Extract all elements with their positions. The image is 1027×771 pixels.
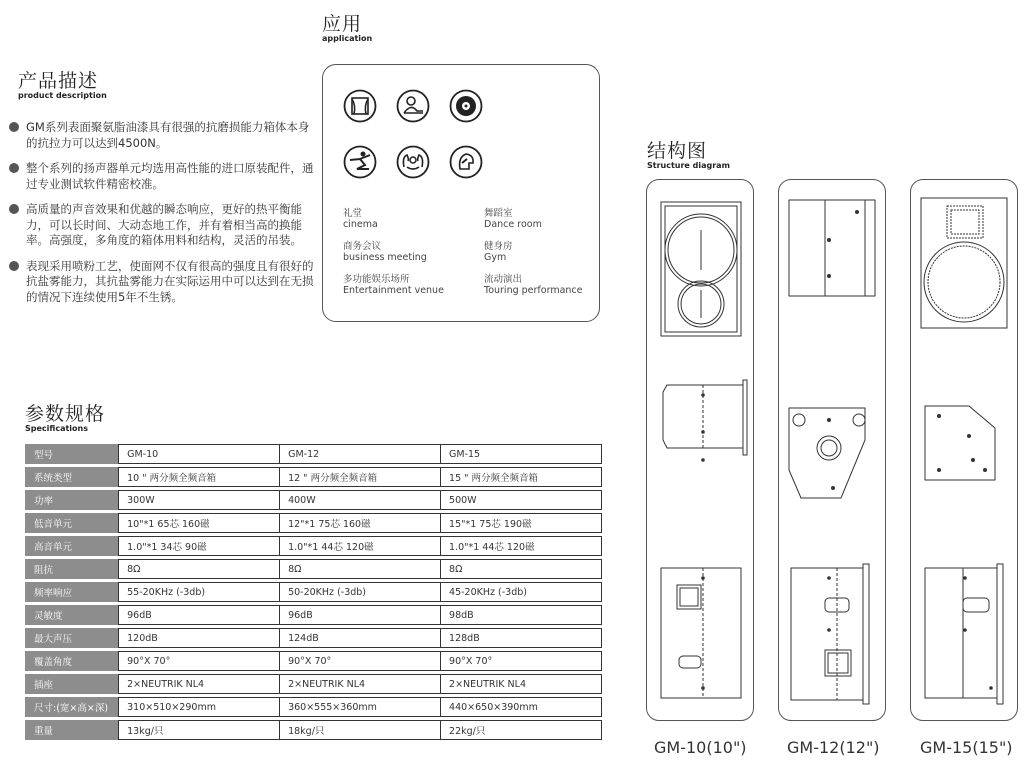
spec-value: 2×NEUTRIK NL4: [118, 674, 280, 694]
spec-row: [25, 605, 602, 625]
spec-value: 98dB: [441, 605, 602, 625]
venue-business-meeting: 商务会议 business meeting: [343, 241, 427, 263]
spec-value: 90°X 70°: [441, 651, 602, 671]
structure-title-en: Structure diagram: [647, 161, 730, 170]
spec-value: 500W: [441, 490, 602, 510]
spec-label: 最大声压: [25, 628, 118, 648]
spec-value: 96dB: [280, 605, 441, 625]
spec-value: 8Ω: [441, 559, 602, 579]
model-label-gm10: GM-10(10"): [654, 738, 747, 757]
description-item: 整个系列的扬声器单元均选用高性能的进口原装配件，通过专业测试软件精密校准。: [8, 161, 318, 192]
spec-label: 低音单元: [25, 513, 118, 533]
spec-value: 120dB: [118, 628, 280, 648]
bullet-icon: [9, 204, 19, 214]
description-title-en: product description: [18, 91, 107, 100]
spec-value: 12 " 两分频全频音箱: [280, 467, 441, 487]
spec-value: 8Ω: [118, 559, 280, 579]
structure-panel-gm12: [778, 179, 886, 721]
venue-touring: 流动演出 Touring performance: [484, 274, 583, 296]
spec-row: [25, 490, 602, 510]
spec-value: 360×555×360mm: [280, 697, 441, 717]
spec-value: GM-15: [441, 444, 602, 464]
bullet-icon: [9, 163, 19, 173]
spec-value: 128dB: [441, 628, 602, 648]
description-item: 表现采用喷粉工艺，使面网不仅有很高的强度且有很好的抗盐雾能力，其抗盐雾能力在实际运用中可以达到在无损的情况下连续使用5年不生锈。: [8, 259, 318, 306]
spec-label: 系统类型: [25, 467, 118, 487]
bullet-icon: [9, 122, 19, 132]
application-box: [322, 64, 600, 322]
spec-value: 300W: [118, 490, 280, 510]
structure-panel-gm10: [646, 179, 754, 721]
venue-cinema: 礼堂 cinema: [343, 208, 378, 230]
bullet-icon: [9, 261, 19, 271]
dancer-icon: [343, 145, 377, 179]
spec-label: 型号: [25, 444, 118, 464]
specs-title-en: Specifications: [25, 424, 88, 433]
spec-value: 440×650×390mm: [441, 697, 602, 717]
spec-label: 重量: [25, 720, 118, 740]
spec-row: [25, 559, 602, 579]
spec-value: 2×NEUTRIK NL4: [441, 674, 602, 694]
spec-value: 8Ω: [280, 559, 441, 579]
spec-label: 覆盖角度: [25, 651, 118, 671]
spec-value: 96dB: [118, 605, 280, 625]
specs-table: [25, 441, 602, 743]
spec-value: 2×NEUTRIK NL4: [280, 674, 441, 694]
spec-value: 13kg/只: [118, 720, 280, 740]
spec-value: 45-20KHz (-3db): [441, 582, 602, 602]
structure-title-zh: 结构图: [647, 140, 708, 162]
reception-icon: [396, 89, 430, 123]
muscle-icon: [396, 145, 430, 179]
structure-heading: [647, 141, 730, 171]
spec-label: 功率: [25, 490, 118, 510]
spec-label: 阻抗: [25, 559, 118, 579]
venue-dance-room: 舞蹈室 Dance room: [484, 208, 542, 230]
spec-row: [25, 628, 602, 648]
spec-value: 310×510×290mm: [118, 697, 280, 717]
description-item: GM系列表面聚氨脂油漆具有很强的抗磨损能力箱体本身的抗拉力可以达到4500N。: [8, 120, 318, 151]
spec-row: [25, 651, 602, 671]
application-title-en: application: [322, 34, 373, 43]
spec-value: 10 " 两分频全频音箱: [118, 467, 280, 487]
spec-value: 124dB: [280, 628, 441, 648]
spec-label: 灵敏度: [25, 605, 118, 625]
spec-value: 55-20KHz (-3db): [118, 582, 280, 602]
spec-value: 1.0"*1 44芯 120磁: [441, 536, 602, 556]
theater-curtain-icon: [343, 89, 377, 123]
spec-value: 1.0"*1 34芯 90磁: [118, 536, 280, 556]
spec-row: [25, 674, 602, 694]
spec-label: 高音单元: [25, 536, 118, 556]
spec-row: [25, 720, 602, 740]
spec-row: [25, 582, 602, 602]
application-title-zh: 应用: [322, 13, 363, 35]
spec-value: 22kg/只: [441, 720, 602, 740]
spec-value: GM-12: [280, 444, 441, 464]
description-item: 高质量的声音效果和优越的瞬态响应，更好的热平衡能力，可以长时间、大动态地工作，并有着相当高的换能率。高强度，多角度的箱体用料和结构，灵活的吊装。: [8, 202, 318, 249]
spec-row: [25, 697, 602, 717]
gm15-diagram: [911, 180, 1016, 720]
description-heading: [18, 71, 107, 101]
spec-value: 50-20KHz (-3db): [280, 582, 441, 602]
model-label-gm15: GM-15(15"): [920, 738, 1013, 757]
gm10-diagram: [647, 180, 752, 720]
spec-value: 15"*1 75芯 190磁: [441, 513, 602, 533]
vinyl-record-icon: [449, 89, 483, 123]
spec-row: [25, 536, 602, 556]
specs-heading: [25, 404, 105, 434]
spec-row: [25, 467, 602, 487]
spec-label: 插座: [25, 674, 118, 694]
spec-value: 400W: [280, 490, 441, 510]
specs-title-zh: 参数规格: [25, 403, 106, 425]
venue-gym: 健身房 Gym: [484, 241, 513, 263]
spec-label: 尺寸:(宽×高×深): [25, 697, 118, 717]
description-title-zh: 产品描述: [18, 70, 99, 92]
structure-panel-gm15: [910, 179, 1018, 721]
spec-row: [25, 444, 602, 464]
spec-value: 10"*1 65芯 160磁: [118, 513, 280, 533]
description-list: [8, 120, 318, 315]
spec-value: 15 " 两分频全频音箱: [441, 467, 602, 487]
model-label-gm12: GM-12(12"): [787, 738, 880, 757]
singer-microphone-icon: [449, 145, 483, 179]
application-heading: [322, 14, 372, 44]
spec-label: 频率响应: [25, 582, 118, 602]
spec-value: 1.0"*1 44芯 120磁: [280, 536, 441, 556]
spec-value: 12"*1 75芯 160磁: [280, 513, 441, 533]
spec-value: 90°X 70°: [280, 651, 441, 671]
gm12-diagram: [779, 180, 884, 720]
spec-value: GM-10: [118, 444, 280, 464]
venue-entertainment: 多功能娱乐场所 Entertainment venue: [343, 274, 444, 296]
spec-value: 18kg/只: [280, 720, 441, 740]
spec-row: [25, 513, 602, 533]
spec-value: 90°X 70°: [118, 651, 280, 671]
